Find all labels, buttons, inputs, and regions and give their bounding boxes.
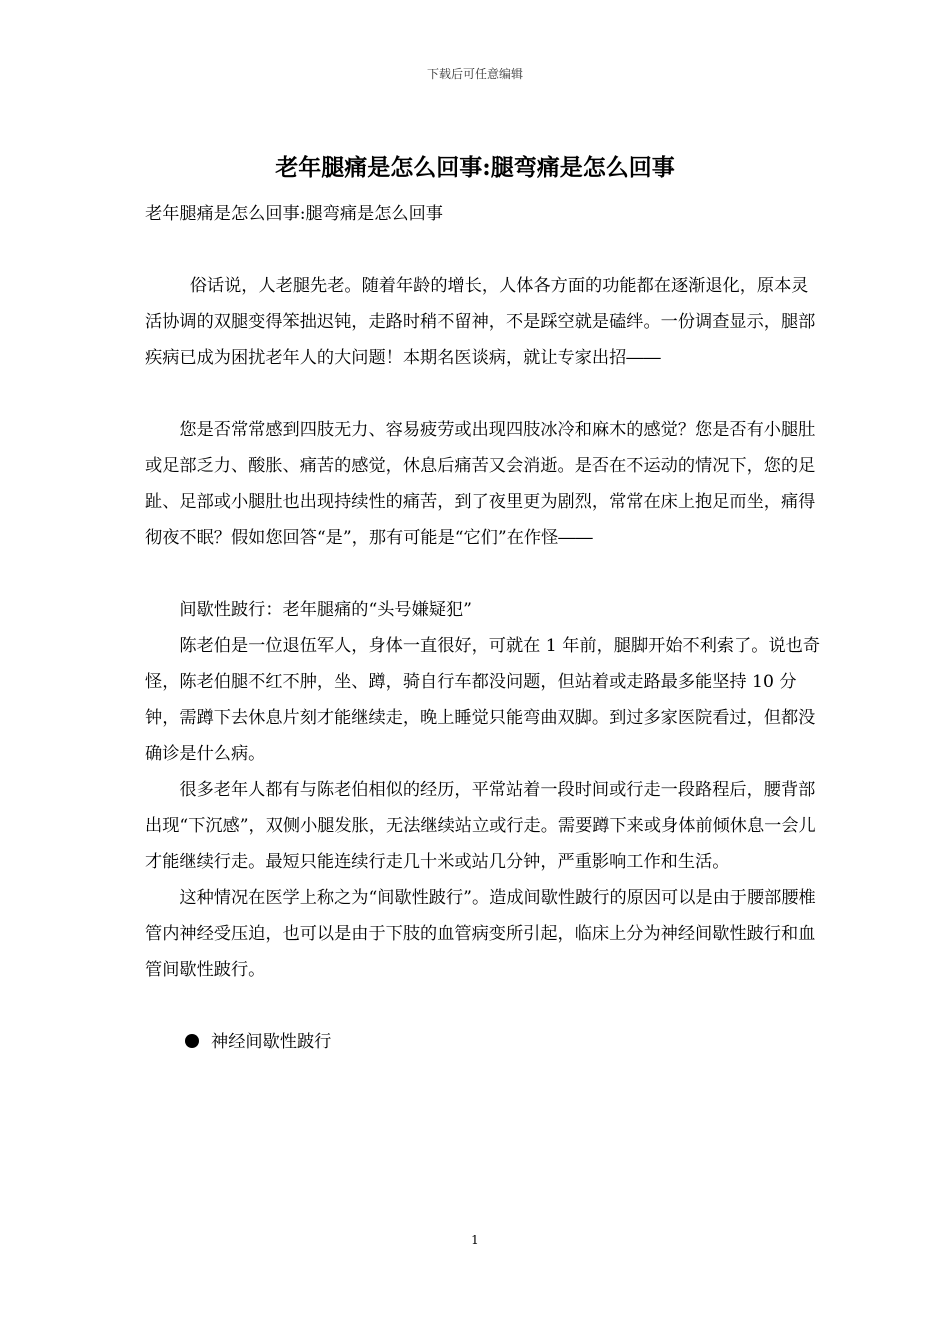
bullet-list-item [145,1024,821,1060]
bullet-dot-icon [185,1034,199,1048]
blank-line [145,988,821,1024]
paragraph-symptoms: 您是否常常感到四肢无力、容易疲劳或出现四肢冰冷和麻木的感觉？您是否有小腿肚或足部乏力、酸胀、痛苦的感觉，休息后痛苦又会消逝。是否在不运动的情况下，您的足趾、足部或小腿肚也出现持续性的痛苦，到了夜里更为剧烈，常常在床上抱足而坐，痛得彻夜不眠？假如您回答“是”，那有可能是“它们”在作怪―― [145,420,816,548]
document-body [145,196,821,1060]
paragraph-common-experience: 很多老年人都有与陈老伯相似的经历，平常站着一段时间或行走一段路程后，腰背部出现“下沉感”，双侧小腿发胀，无法继续站立或行走。需要蹲下来或身体前倾休息一会儿才能继续行走。最短只能连续行走几十米或站几分钟，严重影响工作和生活。 [145,780,816,872]
blank-line [145,376,821,412]
section-heading: 间歇性跛行：老年腿痛的“头号嫌疑犯” [179,600,472,620]
blank-line [145,232,821,268]
document-subtitle: 老年腿痛是怎么回事:腿弯痛是怎么回事 [145,204,443,224]
header-note: 下载后可任意编辑 [426,67,523,81]
document-title: 老年腿痛是怎么回事:腿弯痛是怎么回事 [275,154,675,181]
bullet-item-label: 神经间歇性跛行 [211,1032,332,1052]
paragraph-intro: 俗话说，人老腿先老。随着年龄的增长，人体各方面的功能都在逐渐退化，原本灵活协调的双腿变得笨拙迟钝，走路时稍不留神，不是踩空就是磕绊。一份调查显示，腿部疾病已成为困扰老年人的大问题！本期名医谈病，就让专家出招―― [145,276,816,368]
paragraph-case: 陈老伯是一位退伍军人，身体一直很好，可就在 1 年前，腿脚开始不利索了。说也奇怪，陈老伯腿不红不肿，坐、蹲，骑自行车都没问题，但站着或走路最多能坚持 10 分钟，需蹲下去休息片刻才能继续走，晚上睡觉只能弯曲双脚。到过多家医院看过，但都没确诊是什么病。 [145,636,821,764]
blank-line [145,556,821,592]
page-number: 1 [471,1233,479,1247]
paragraph-definition: 这种情况在医学上称之为“间歇性跛行”。造成间歇性跛行的原因可以是由于腰部腰椎管内神经受压迫，也可以是由于下肢的血管病变所引起，临床上分为神经间歇性跛行和血管间歇性跛行。 [145,888,816,980]
